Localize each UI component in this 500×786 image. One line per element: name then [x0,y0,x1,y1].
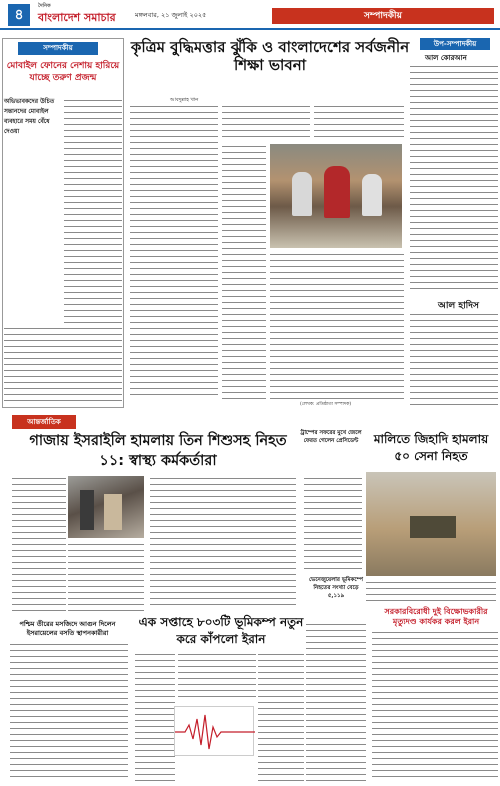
seismograph-wave [175,707,255,757]
main-article-column-3 [314,104,404,140]
right-column-text-2 [410,312,498,406]
gaza-text-3 [150,476,296,606]
main-article-byline: আবদুল্লাহ খান [170,97,199,103]
main-article-column-2 [222,104,310,140]
page-number: ৪ [8,4,30,26]
editorial-tag: সম্পাদকীয় [18,42,98,55]
gaza-text-1 [12,476,66,616]
author-note: (লেখক: প্রতিষ্ঠাতা সম্পাদক) [300,402,352,407]
mali-text [366,580,496,604]
iran-execution-headline[interactable]: সরকারবিরোধী দুই বিক্ষোভকারীর মৃত্যুদণ্ড কার্যকর করল ইরান [384,607,488,626]
quake-text-2 [258,652,304,782]
seismograph-image [174,706,254,756]
westbank-text [10,642,128,782]
gaza-photo [68,476,144,538]
editorial-headline[interactable]: মোবাইল ফোনের নেশায় হারিয়ে যাচ্ছে তরুণ প্রজন্ম [6,61,120,83]
editorial-highlight: অভিভাবকদের উচিত সন্তানদের মোবাইল ব্যবহারে সময় বেঁধে দেওয়া [4,98,55,135]
section-banner: সম্পাদকীয় [272,8,494,24]
header-rule [0,28,500,30]
main-article-column-1 [130,104,218,400]
quake-text-3 [178,652,256,702]
right-column-tag: উপ-সম্পাদকীয় [420,38,490,50]
logo-text: বাংলাদেশ সমাচার [38,11,116,24]
right-column-text-1 [410,64,498,294]
masthead [0,0,500,30]
students-photo [270,144,402,248]
gaza-headline[interactable]: গাজায় ইসরাইলি হামলায় তিন শিশুসহ নিহত ১১: স্বাস্থ্য কর্মকর্তারা [29,433,287,469]
editorial-body-text [64,98,122,323]
gaza-text-2 [68,542,144,616]
sidebar-headline[interactable]: ট্রাম্পের সফরের মুখে জেলে ফেরত গেলেন প্রেসিডেন্ট [300,430,362,444]
mali-photo [366,472,496,576]
right-column-heading-1[interactable]: আল কোরআন [425,54,467,62]
main-article-title[interactable]: কৃত্রিম বুদ্ধিমত্তার ঝুঁকি ও বাংলাদেশের সর্বজনীন শিক্ষা ভাবনা [130,38,410,74]
international-banner: আন্তর্জাতিক [12,415,76,429]
iran-execution-text [372,630,498,782]
main-article-column-2b [222,144,266,400]
venezuela-headline[interactable]: ভেনেজুয়েলার ভূমিকম্পে নিহতের সংখ্যা বেড়ে ৫,১১৯ [309,577,363,599]
right-column-heading-2[interactable]: আল হাদিস [438,301,479,311]
sidebar-text [304,476,362,572]
venezuela-text [306,622,366,782]
westbank-headline[interactable]: পশ্চিম তীরের মসজিদে আগুন দিলেন ইসরায়েলের বসতি স্থাপনকারীরা [19,620,116,637]
iran-quake-headline[interactable]: এক সপ্তাহে ৮০৩টি ভূমিকম্প নতুন করে কাঁপলো ইরান [138,615,304,646]
logo-subtitle: দৈনিক [38,3,51,9]
newspaper-logo[interactable] [38,4,116,28]
dateline: মঙ্গলবার, ২১ জুলাই ২০২৫ [135,11,207,19]
main-article-column-3b [270,252,404,400]
quake-text-1 [135,652,175,782]
mali-headline[interactable]: মালিতে জিহাদি হামলায় ৫০ সেনা নিহত [373,432,489,463]
editorial-body-text-2 [4,326,122,404]
